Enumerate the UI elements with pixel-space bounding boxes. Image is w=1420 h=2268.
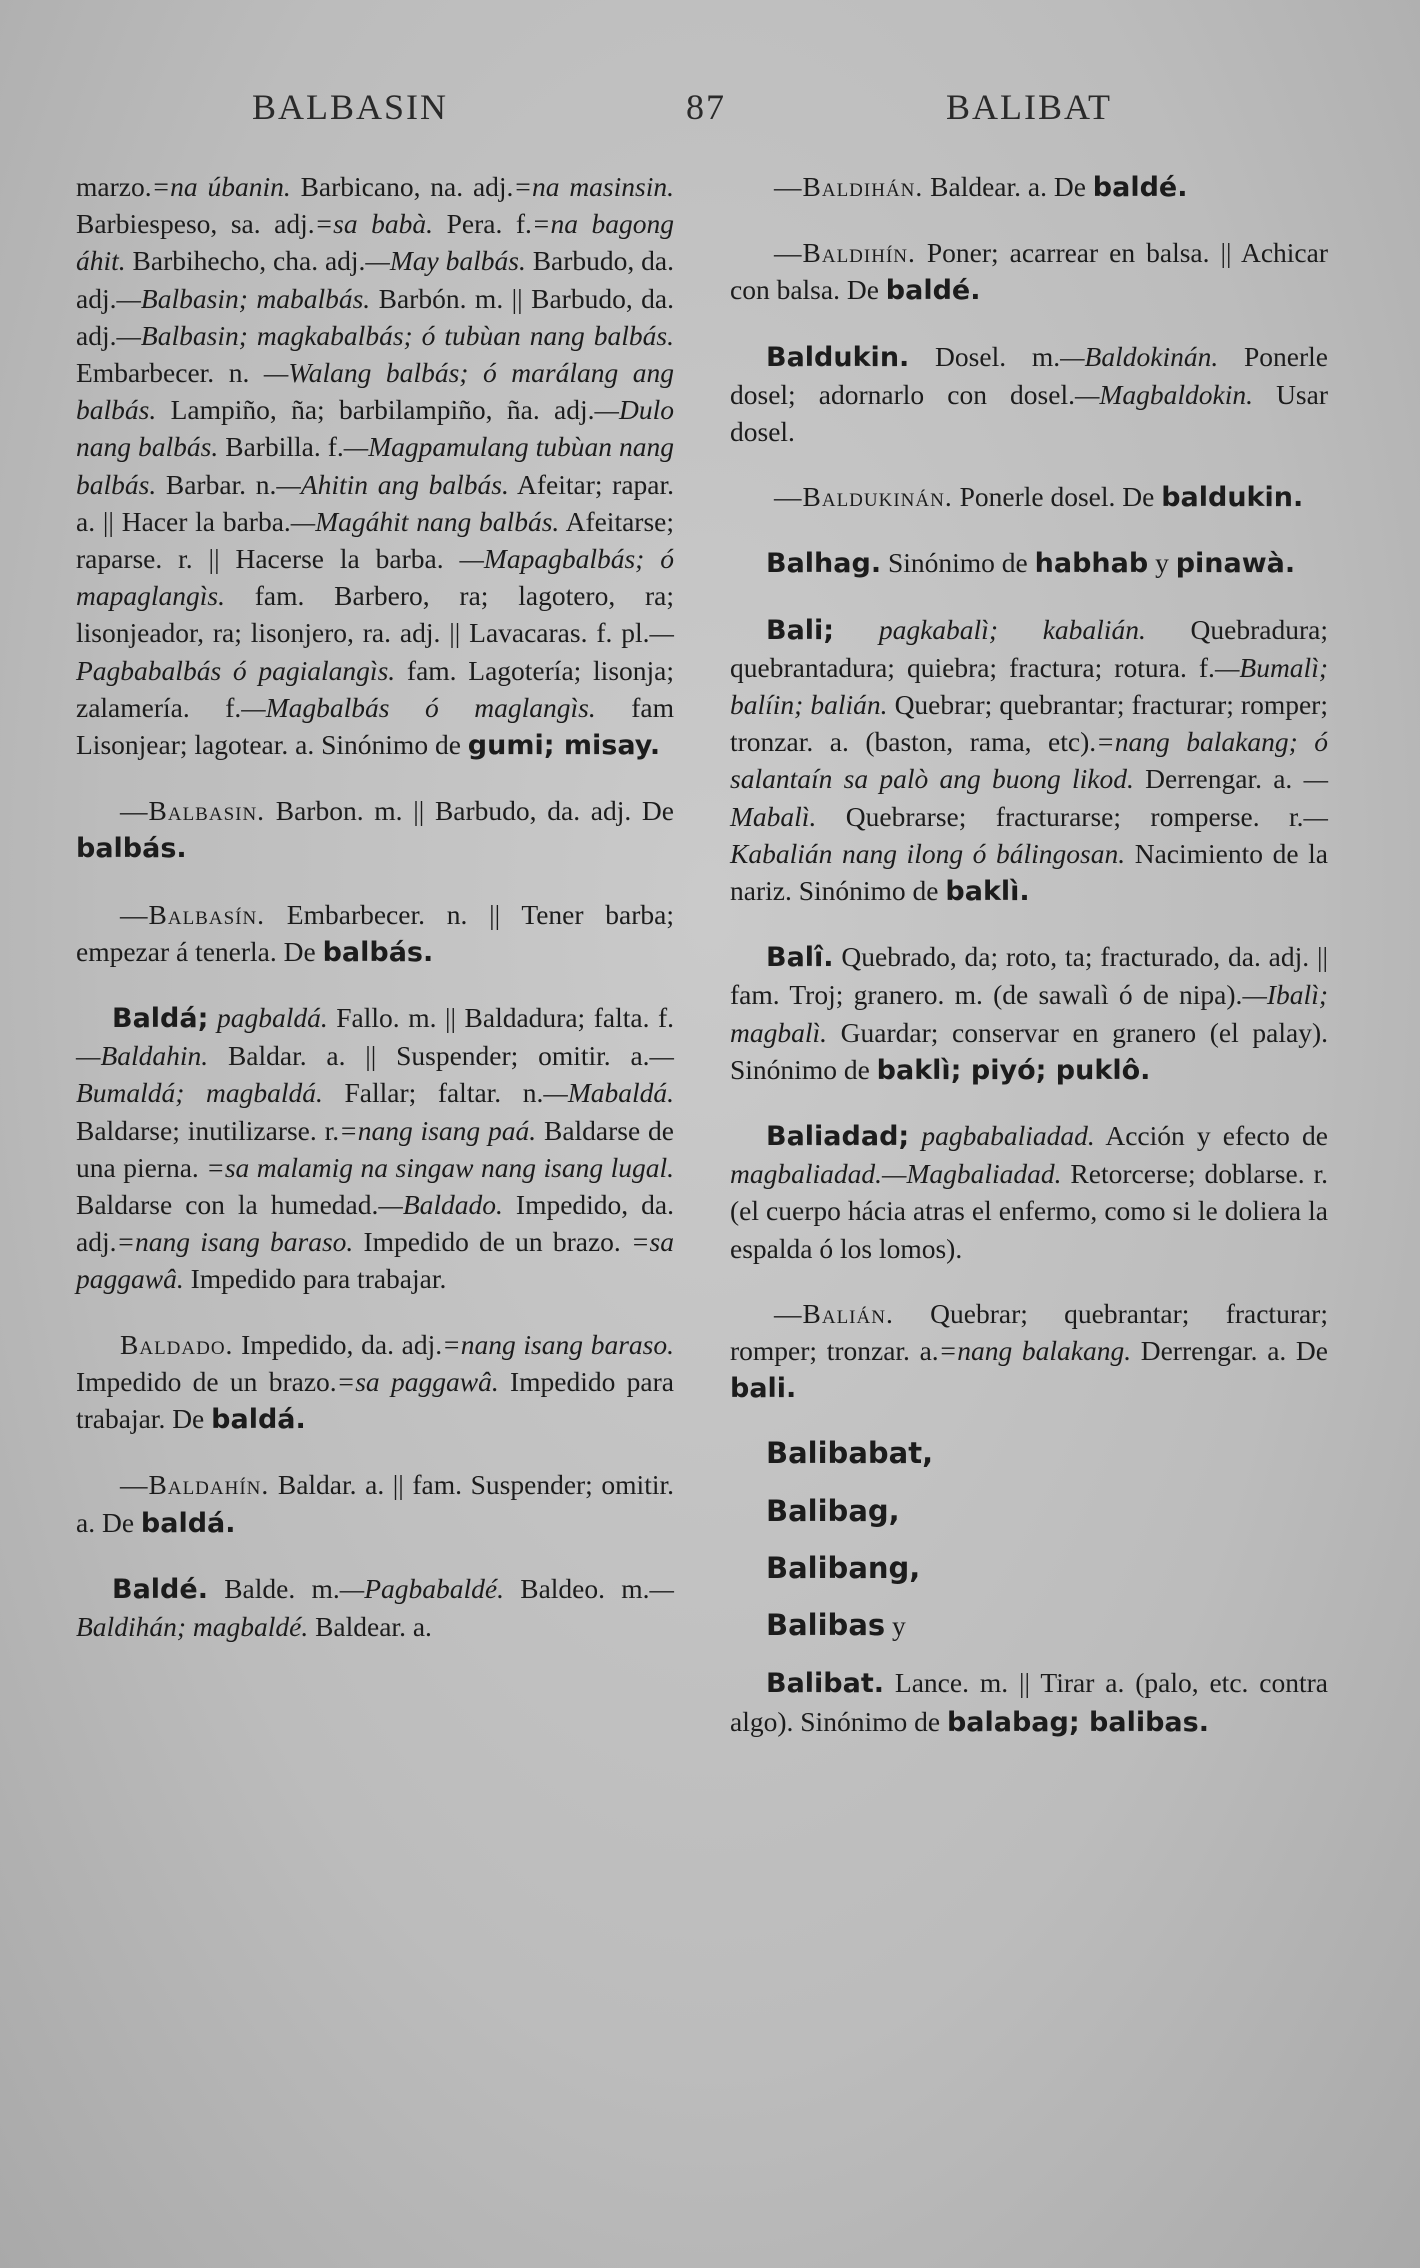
headword: Balibat. — [766, 1668, 885, 1700]
subentry-headword: —Baldukinán. — [774, 481, 953, 513]
entry-bali: Bali; pagkabalì; kabalián. Quebradura; quebrantadura; quiebra; fractura; rotura. f.—Bumalì; balíin; balián. Quebrar; quebrantar; fracturar; romper; tronzar. a. (baston, rama, etc).=nang balakang; ó salantaín sa palò ang buong likod. Derrengar. a. —Mabalì. Quebrarse; fracturarse; romperse. r.—Kabalián nang ilong ó bálingosan. Nacimiento de la nariz. Sinónimo de baklì. — [730, 613, 1329, 908]
entry-balbasin-2: —Balbasín. Embarbecer. n. || Tener barba; empezar á tenerla. De balbás. — [76, 898, 674, 968]
cross-reference: baldé. — [885, 275, 981, 307]
entry-baldihan: —Baldihán. Baldear. a. De baldé. — [774, 171, 1188, 203]
right-column — [730, 168, 1328, 1769]
headword: Balhag. — [766, 548, 882, 580]
subentry-headword: Baldado. — [120, 1328, 234, 1360]
entry-baldukin: Baldukin. Dosel. m.—Baldokinán. Ponerle dosel; adornarlo con dosel.—Magbaldokin. Usar dosel. — [730, 340, 1328, 448]
headword: Balibag, — [766, 1493, 900, 1528]
headword: Baldé. — [112, 1573, 208, 1605]
list-item: Balibas y — [766, 1608, 906, 1643]
headword: Balibabat, — [766, 1436, 934, 1471]
left-column — [76, 168, 674, 1673]
subentry-headword: —Balbasín. — [120, 898, 266, 930]
list-item — [766, 1493, 1328, 1530]
cross-reference: balbás. — [76, 833, 187, 865]
subentry-headword: —Balbasin. — [120, 795, 266, 827]
cross-reference: baldukin. — [1161, 482, 1304, 514]
header-right-guideword: BALIBAT — [946, 87, 1112, 127]
headword: Baliadad; — [766, 1121, 910, 1153]
entry-balda: Baldá; pagbaldá. Fallo. m. || Baldadura; falta. f.—Baldahin. Baldar. a. || Suspender; omitir. a.—Bumaldá; magbaldá. Fallar; faltar. n.—Mabaldá. Baldarse; inutilizarse. r.=nang isang paá. Baldarse de una pierna. =sa malamig na singaw nang isang lugal. Baldarse con la humedad.—Baldado. Impedido, da. adj.=nang isang baraso. Impedido de un brazo. =sa paggawâ. Impedido para trabajar. — [76, 1002, 675, 1295]
entry-balian: —Balián. Quebrar; quebrantar; fracturar; romper; tronzar. a.=nang balakang. Derrengar. a. De bali. — [730, 1297, 1328, 1405]
headword: Balibas — [766, 1608, 886, 1643]
subentry-headword: —Baldahín. — [120, 1469, 270, 1501]
entry-baldado: Baldado. Impedido, da. adj.=nang isang baraso. Impedido de un brazo.=sa paggawâ. Impedido para trabajar. De baldá. — [76, 1328, 675, 1436]
entry-balhag: Balhag. Sinónimo de habhab y pinawà. — [766, 547, 1296, 580]
cross-reference: balabag; balibas. — [946, 1706, 1209, 1738]
entry-balbasin: —Balbasin. Barbon. m. || Barbudo, da. adj. De balbás. — [76, 795, 674, 865]
entry-baldihin: —Baldihín. Poner; acarrear en balsa. || Achicar con balsa. De baldé. — [730, 237, 1328, 307]
cross-reference: balbás. — [322, 936, 434, 968]
subentry-headword: —Baldihín. — [774, 237, 916, 269]
entry-bali-2: Balî. Quebrado, da; roto, ta; fracturado, da. adj. || fam. Troj; granero. m. (de sawalì ó de nipa).—Ibalì; magbalì. Guardar; conservar en granero (el palay). Sinónimo de baklì; piyó; puklô. — [730, 941, 1328, 1086]
entry-balde: Baldé. Balde. m.—Pagbabaldé. Baldeo. m.—Baldihán; magbaldé. Baldear. a. — [76, 1572, 674, 1642]
cross-reference: baldá. — [140, 1507, 236, 1539]
cross-reference: gumi; misay. — [467, 730, 661, 762]
entry-baldukinan: —Baldukinán. Ponerle dosel. De baldukin. — [774, 481, 1304, 514]
subentry-headword: —Baldihán. — [774, 171, 924, 202]
subentry-headword: —Balián. — [774, 1297, 894, 1329]
headword: Balibang, — [766, 1550, 921, 1585]
cross-reference: baldé. — [1092, 172, 1188, 203]
entry-balibat: Balibat. Lance. m. || Tirar a. (palo, etc. contra algo). Sinónimo de balabag; balibas. — [730, 1667, 1328, 1738]
headword: Baldukin. — [766, 341, 910, 373]
cross-reference: pinawà. — [1175, 548, 1296, 580]
headword: Bali; — [766, 614, 835, 646]
page-number: 87 — [686, 87, 726, 127]
headword: Baldá; — [112, 1003, 209, 1035]
cross-reference: baklì; piyó; puklô. — [876, 1054, 1151, 1086]
cross-reference: habhab — [1034, 548, 1149, 580]
entry-baldahin: —Baldahín. Baldar. a. || fam. Suspender; omitir. a. De baldá. — [76, 1469, 674, 1539]
running-head — [0, 86, 1420, 146]
list-item — [766, 1550, 1328, 1587]
cross-reference: bali. — [730, 1373, 797, 1405]
list-item — [766, 1435, 1328, 1472]
cross-reference: baklì. — [945, 876, 1030, 908]
cross-reference: baldá. — [211, 1404, 306, 1436]
headword: Balî. — [766, 942, 834, 974]
header-left-guideword: BALBASIN — [252, 87, 449, 127]
entry-balbas-continued: marzo.=na úbanin. Barbicano, na. adj.=na masinsin. Barbiespeso, sa. adj.=sa babà. Pera. f.=na bagong áhit. Barbihecho, cha. adj.—May balbás. Barbudo, da. adj.—Balbasin; mabalbás. Barbón. m. || Barbudo, da. adj.—Balbasin; magkabalbás; ó tubùan nang balbás. Embarbecer. n. —Walang balbás; ó marálang ang balbás. Lampiño, ña; barbilampiño, ña. adj.—Dulo nang balbás. Barbilla. f.—Magpamulang tubùan nang balbás. Barbar. n.—Ahitin ang balbás. Afeitar; rapar. a. || Hacer la barba.—Magáhit nang balbás. Afeitarse; raparse. r. || Hacerse la barba. —Mapagbalbás; ó mapaglangìs. fam. Barbero, ra; lagotero, ra; lisonjeador, ra; lisonjero, ra. adj. || Lavacaras. f. pl.—Pagbabalbás ó pagialangìs. fam. Lagotería; lisonja; zalamería. f.—Magbalbás ó maglangìs. fam Lisonjear; lagotear. a. Sinónimo de gumi; misay. — [76, 171, 675, 762]
entry-baliadad: Baliadad; pagbabaliadad. Acción y efecto de magbaliadad.—Magbaliadad. Retorcerse; doblarse. r. (el cuerpo hácia atras el enfermo, como si le doliera la espalda ó los lomos). — [730, 1120, 1328, 1264]
